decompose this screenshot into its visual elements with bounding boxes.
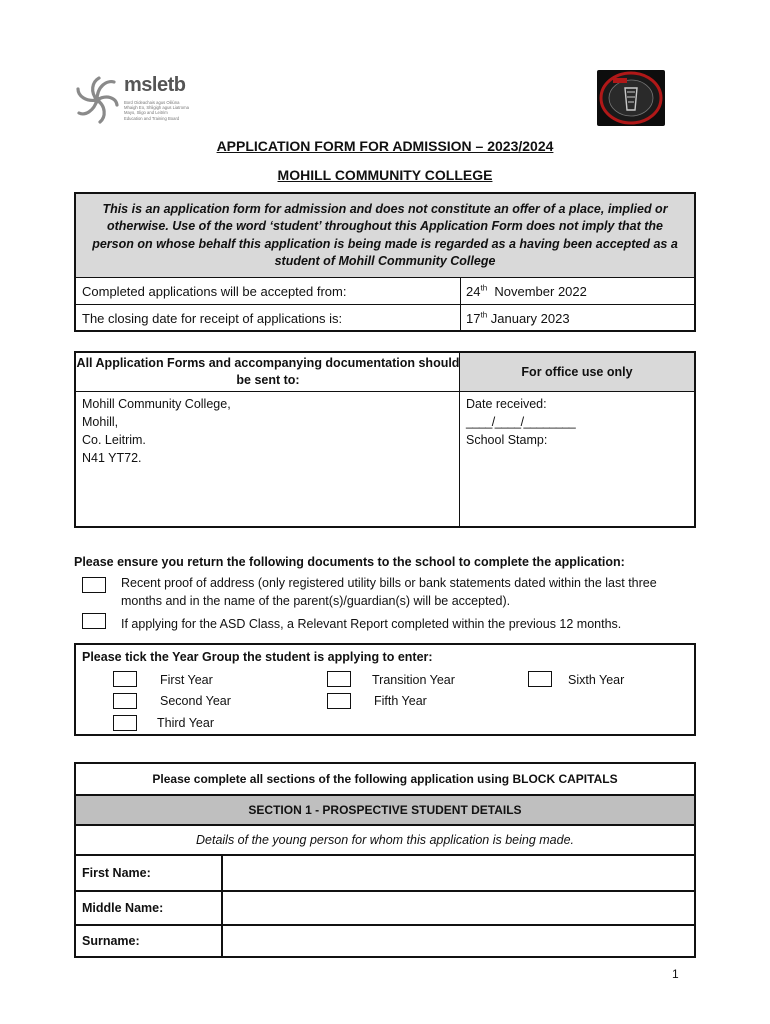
second-year-label: Second Year bbox=[160, 694, 231, 708]
proof-of-address-checkbox[interactable] bbox=[82, 577, 106, 593]
office-use-header: For office use only bbox=[460, 353, 694, 391]
closing-date-label: The closing date for receipt of applications is: bbox=[82, 311, 343, 326]
first-year-checkbox[interactable] bbox=[113, 671, 137, 687]
fifth-year-checkbox[interactable] bbox=[327, 693, 351, 709]
sixth-year-checkbox[interactable] bbox=[528, 671, 552, 687]
college-crest-logo bbox=[597, 70, 665, 126]
year-group-title: Please tick the Year Group the student is applying to enter: bbox=[82, 650, 433, 664]
msletb-swirl-icon bbox=[74, 72, 120, 128]
college-address: Mohill Community College, Mohill, Co. Leitrim. N41 YT72. bbox=[82, 397, 231, 465]
surname-field[interactable] bbox=[223, 926, 694, 956]
first-name-label: First Name: bbox=[82, 866, 151, 880]
form-title: APPLICATION FORM FOR ADMISSION – 2023/2024 bbox=[216, 138, 554, 154]
msletb-wordmark: msletb bbox=[124, 74, 186, 96]
date-received-blanks: ____/____/________ bbox=[466, 415, 576, 429]
transition-year-label: Transition Year bbox=[372, 673, 455, 687]
office-use-fields bbox=[466, 395, 575, 449]
closing-date-value: 17th January 2023 bbox=[466, 310, 570, 326]
year-group-box bbox=[74, 643, 696, 736]
section-1-title: SECTION 1 - PROSPECTIVE STUDENT DETAILS bbox=[76, 796, 694, 824]
fifth-year-label: Fifth Year bbox=[374, 694, 427, 708]
documents-title: Please ensure you return the following documents to the school to complete the application: bbox=[74, 555, 625, 569]
middle-name-field[interactable] bbox=[223, 892, 694, 924]
surname-label: Surname: bbox=[82, 934, 140, 948]
date-received-label: Date received: bbox=[466, 397, 547, 411]
dates-table bbox=[74, 277, 696, 332]
msletb-logo bbox=[74, 70, 204, 130]
first-name-field[interactable] bbox=[223, 856, 694, 890]
school-stamp-label: School Stamp: bbox=[466, 433, 548, 447]
accepted-from-date: 24th November 2022 bbox=[466, 283, 587, 299]
college-crest-icon bbox=[597, 70, 665, 126]
asd-report-text: If applying for the ASD Class, a Relevant Report completed within the previous 12 months. bbox=[121, 617, 622, 631]
disclaimer-notice: This is an application form for admission and does not constitute an offer of a place, implied or otherwise. Use of the word ‘student’ throughout this Application Form does not imply that the person on whose behalf this application is being made is regarded as a having been accepted as a student of Mohill Community College bbox=[74, 192, 696, 278]
third-year-label: Third Year bbox=[157, 716, 214, 730]
third-year-checkbox[interactable] bbox=[113, 715, 137, 731]
page-number: 1 bbox=[672, 967, 679, 981]
school-name: MOHILL COMMUNITY COLLEGE bbox=[277, 167, 493, 183]
sixth-year-label: Sixth Year bbox=[568, 673, 625, 687]
first-year-label: First Year bbox=[160, 673, 213, 687]
block-capitals-instruction: Please complete all sections of the following application using BLOCK CAPITALS bbox=[152, 772, 618, 786]
accepted-from-label: Completed applications will be accepted from: bbox=[82, 284, 347, 299]
asd-report-checkbox[interactable] bbox=[82, 613, 106, 629]
second-year-checkbox[interactable] bbox=[113, 693, 137, 709]
transition-year-checkbox[interactable] bbox=[327, 671, 351, 687]
student-details-table bbox=[74, 762, 696, 958]
send-to-header: All Application Forms and accompanying documentation should be sent to: bbox=[76, 356, 460, 387]
msletb-tagline: Bord Oideachais agus Oiliúna Mhaigh Eo, Shligigh agus Liatroma Mayo, Sligo and Leitrim Education and Training Board bbox=[124, 100, 189, 121]
section-1-subtitle: Details of the young person for whom this application is being made. bbox=[196, 833, 574, 847]
middle-name-label: Middle Name: bbox=[82, 901, 164, 915]
submission-address-table bbox=[74, 351, 696, 528]
proof-of-address-text: Recent proof of address (only registered utility bills or bank statements dated within the last three months and in the name of the parent(s)/guardian(s) will be accepted). bbox=[121, 576, 657, 608]
